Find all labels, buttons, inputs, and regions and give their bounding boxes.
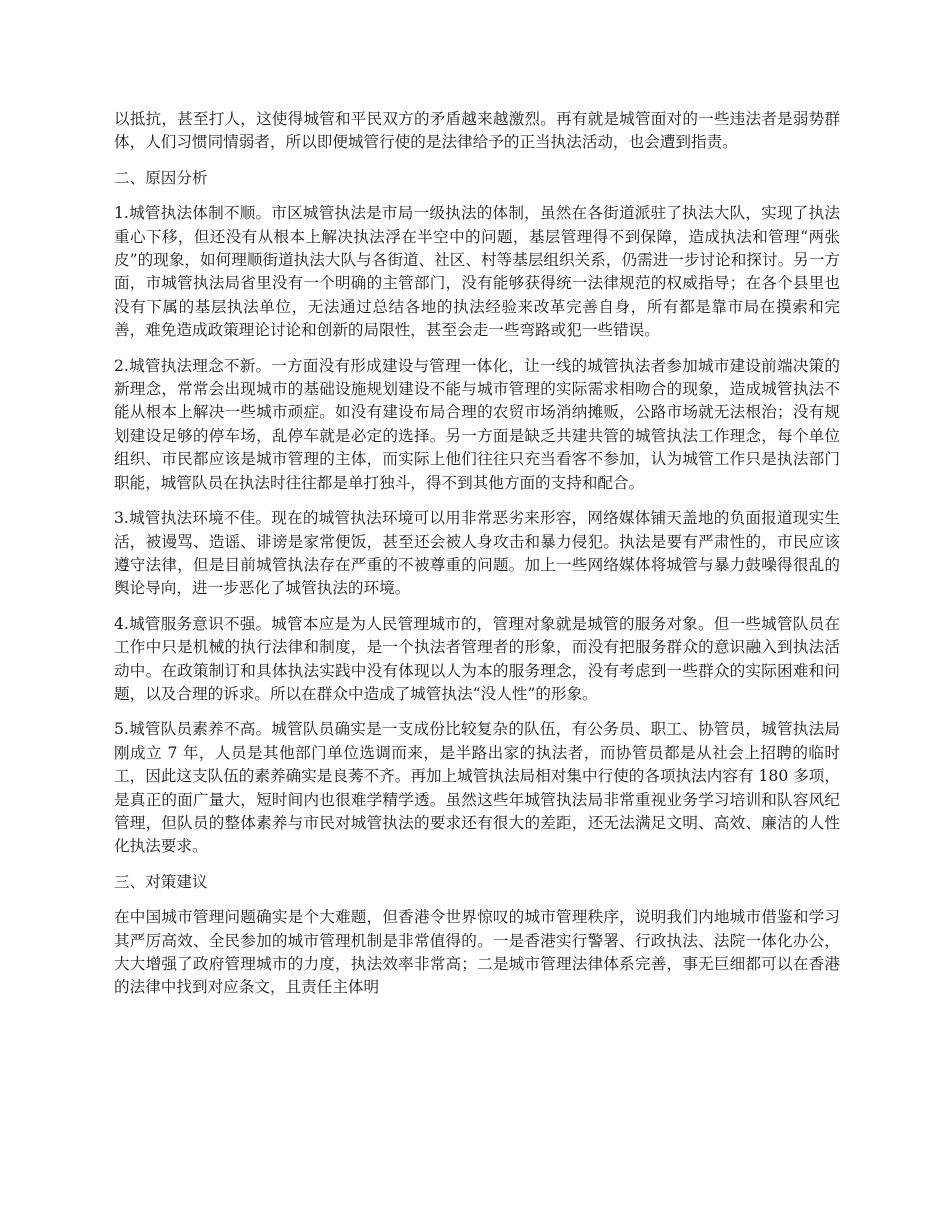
paragraph-cause-2: 2.城管执法理念不新。一方面没有形成建设与管理一体化，让一线的城管执法者参加城市建设前端决策的新理念，常常会出现城市的基础设施规划建设不能与城市管理的实际需求相吻合的现象，造成城管执法不能从根本上解决一些城市顽症。如没有建设布局合理的农贸市场消纳摊贩，公路市场就无法根治；没有规划建设足够的停车场，乱停车就是必定的选择。另一方面是缺乏共建共管的城管执法工作理念，每个单位组织、市民都应该是城市管理的主体，而实际上他们往往只充当看客不参加，认为城管工作只是执法部门职能，城管队员在执法时往往都是单打独斗，得不到其他方面的支持和配合。 (114, 356, 840, 492)
paragraph-cause-4: 4.城管服务意识不强。城管本应是为人民管理城市的，管理对象就是城管的服务对象。但一些城管队员在工作中只是机械的执行法律和制度，是一个执法者管理者的形象，而没有把服务群众的意识融入到执法活动中。在政策制订和具体执法实践中没有体现以人为本的服务理念，没有考虑到一些群众的实际困难和问题，以及合理的诉求。所以在群众中造成了城管执法“没人性”的形象。 (114, 614, 840, 703)
document-body (114, 108, 840, 1012)
paragraph-cause-1: 1.城管执法体制不顺。市区城管执法是市局一级执法的体制，虽然在各街道派驻了执法大队，实现了执法重心下移，但还没有从根本上解决执法浮在半空中的问题，基层管理得不到保障，造成执法和管理“两张皮”的现象，如何理顺街道执法大队与各街道、社区、村等基层组织关系，仍需进一步讨论和探讨。另一方面，市城管执法局省里没有一个明确的主管部门，没有能够获得统一法律规范的权威指导；在各个县里也没有下属的基层执法单位，无法通过总结各地的执法经验来改革完善自身，所有都是靠市局在摸索和完善，难免造成政策理论讨论和创新的局限性，甚至会走一些弯路或犯一些错误。 (114, 204, 840, 340)
paragraph-intro-continuation: 以抵抗，甚至打人，这使得城管和平民双方的矛盾越来越激烈。再有就是城管面对的一些违法者是弱势群体，人们习惯同情弱者，所以即便城管行使的是法律给予的正当执法活动，也会遭到指责。 (114, 110, 840, 152)
paragraph-cause-5: 5.城管队员素养不高。城管队员确实是一支成份比较复杂的队伍，有公务员、职工、协管员，城管执法局刚成立 7 年，人员是其他部门单位选调而来，是半路出家的执法者，而协管员都是从社会上招聘的临时工，因此这支队伍的素养确实是良莠不齐。再加上城管执法局相对集中行使的各项执法内容有 180 多项，是真正的面广量大，短时间内也很难学精学透。虽然这些年城管执法局非常重视业务学习培训和队容风纪管理，但队员的整体素养与市民对城管执法的要求还有很大的差距，还无法满足文明、高效、廉洁的人性化执法要求。 (114, 720, 840, 856)
paragraph-countermeasures: 在中国城市管理问题确实是个大难题，但香港令世界惊叹的城市管理秩序，说明我们内地城市借鉴和学习其严厉高效、全民参加的城市管理机制是非常值得的。一是香港实行警署、行政执法、法院一体化办公，大大增强了政府管理城市的力度，执法效率非常高；二是城市管理法律体系完善，事无巨细都可以在香港的法律中找到对应条文，且责任主体明 (114, 908, 840, 997)
paragraph-cause-3: 3.城管执法环境不佳。现在的城管执法环境可以用非常恶劣来形容，网络媒体铺天盖地的负面报道现实生活，被谩骂、造谣、诽谤是家常便饭，甚至还会被人身攻击和暴力侵犯。执法是要有严肃性的，市民应该遵守法律，但是目前城管执法存在严重的不被尊重的问题。加上一些网络媒体将城管与暴力鼓噪得很乱的舆论导向，进一步恶化了城管执法的环境。 (114, 509, 840, 598)
section-heading-cause-analysis: 二、原因分析 (114, 168, 208, 187)
section-heading-countermeasures: 三、对策建议 (114, 872, 208, 891)
